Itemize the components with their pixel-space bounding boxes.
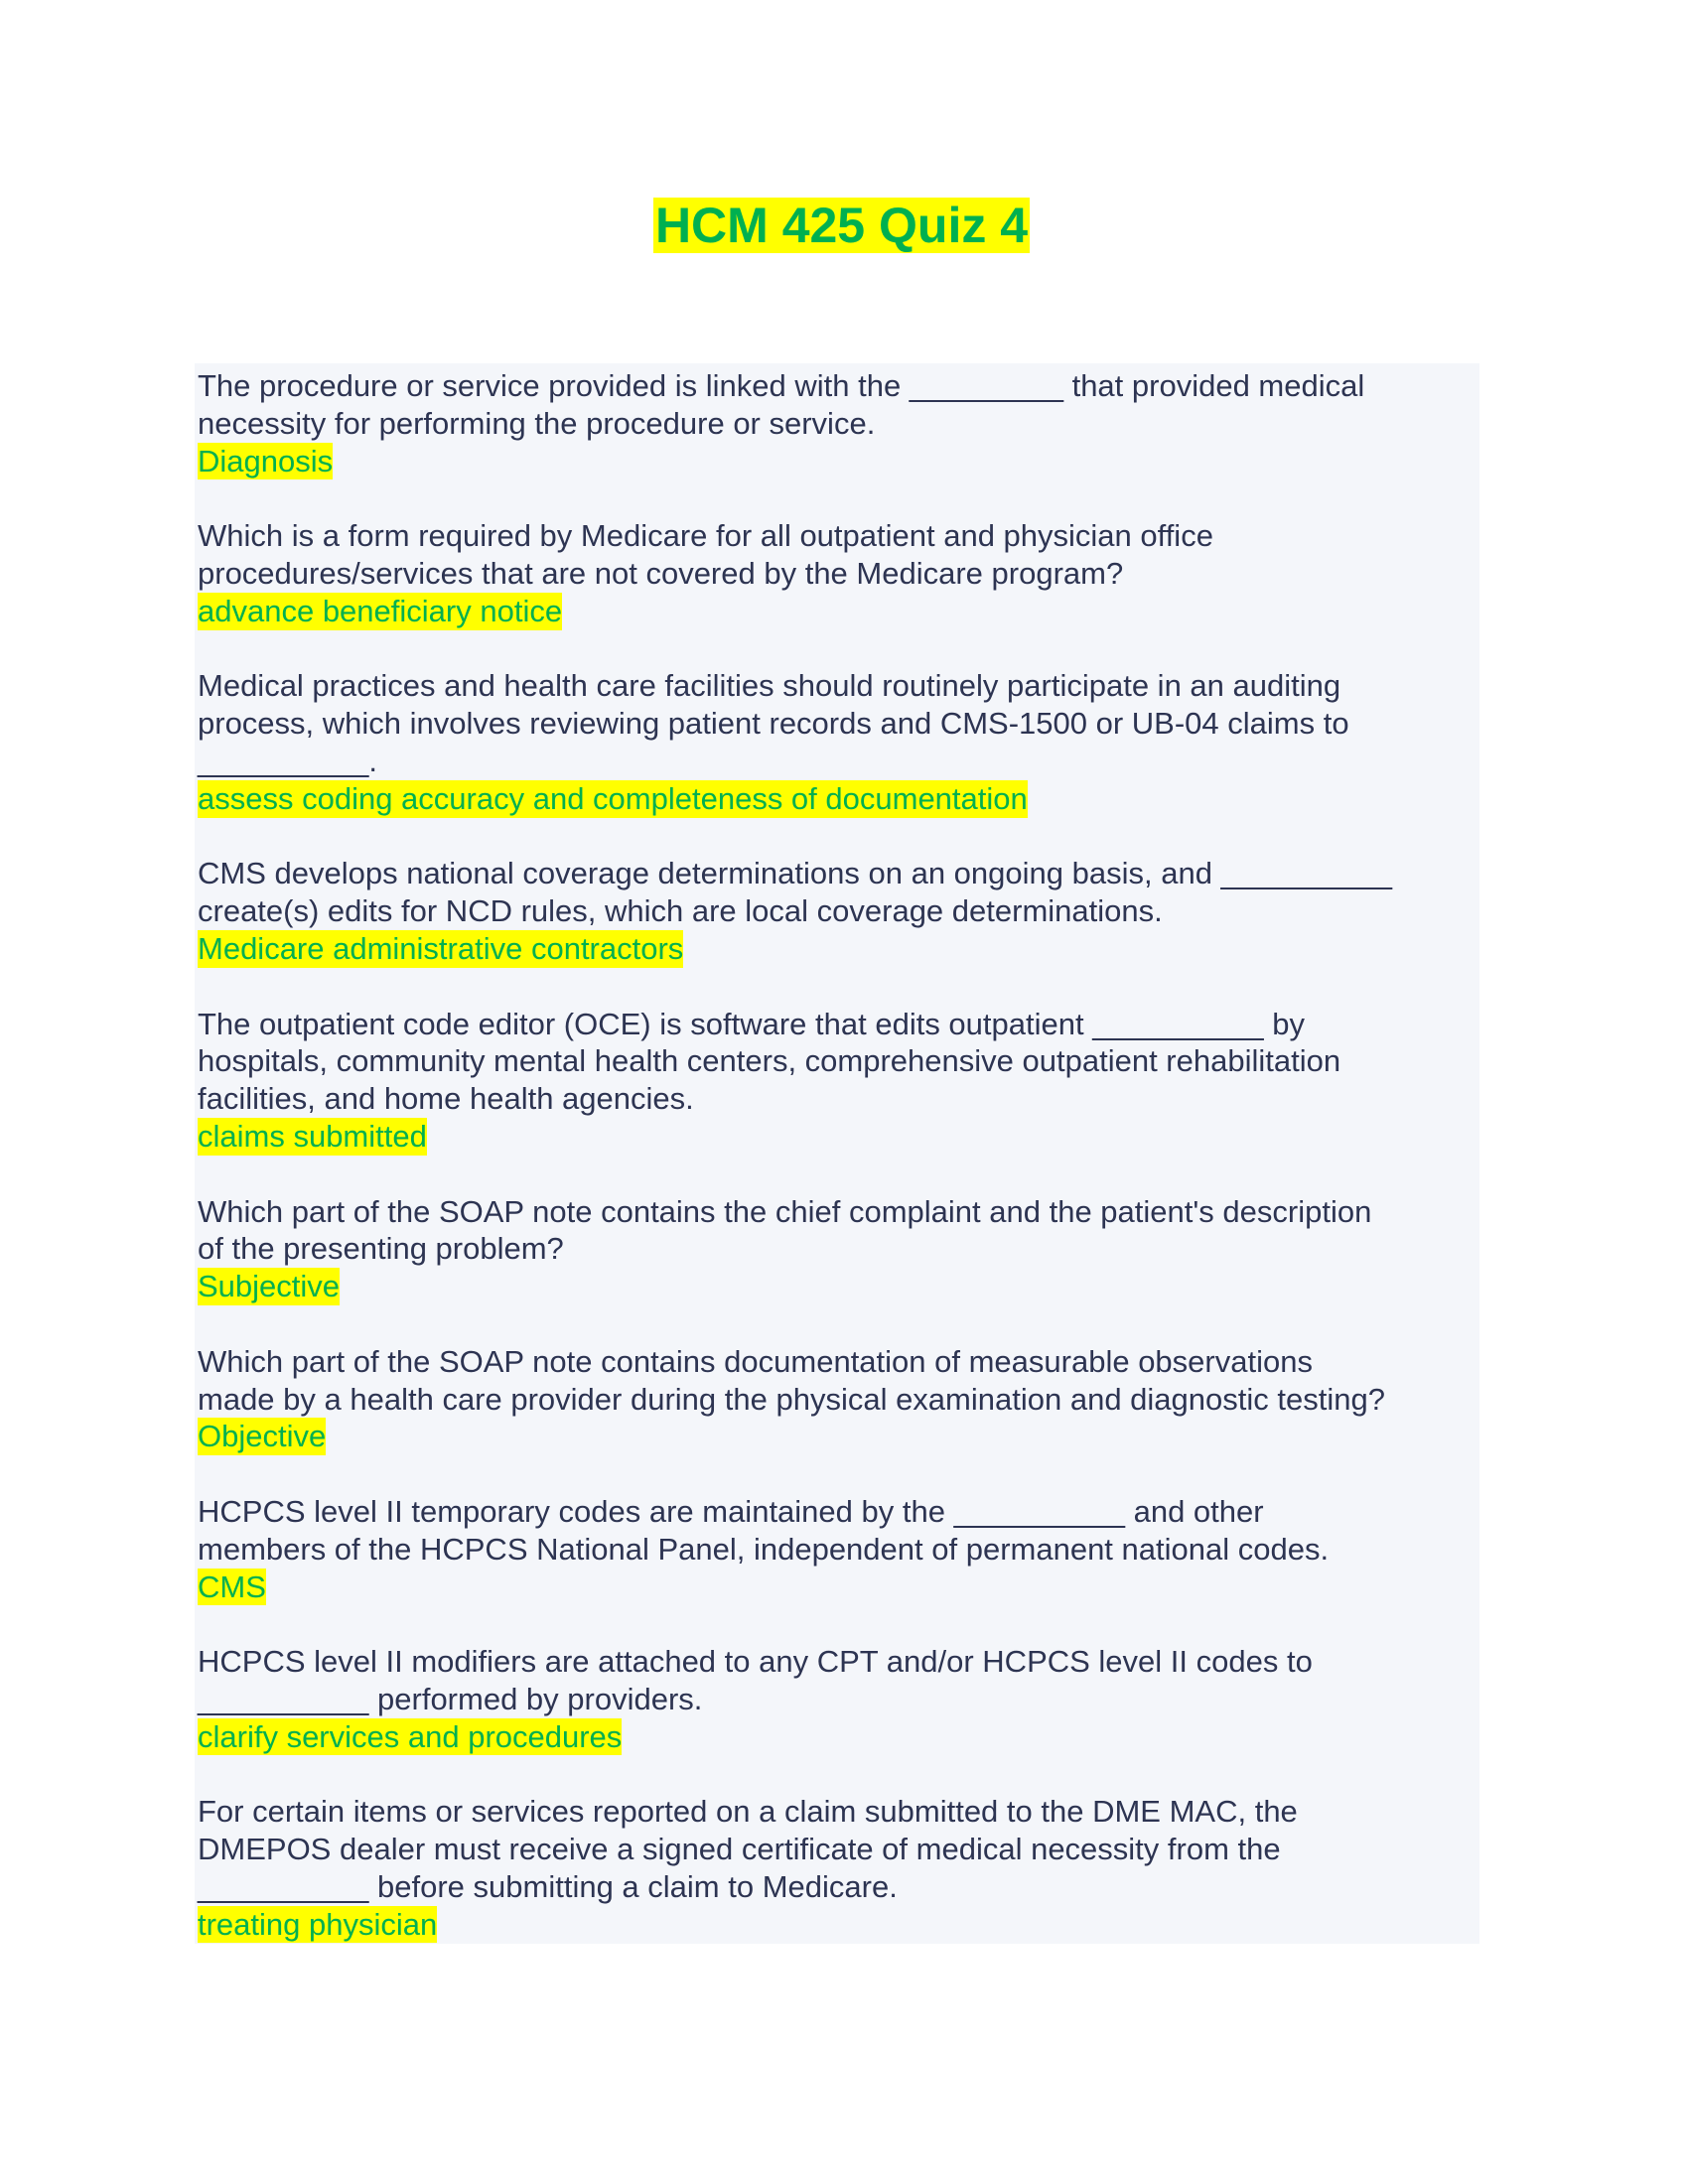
question-text: necessity for performing the procedure or service. [198,405,876,441]
question-text: HCPCS level II modifiers are attached to any CPT and/or HCPCS level II codes to [198,1644,1313,1680]
question-block [198,1493,1488,1605]
question-block [198,1343,1488,1455]
question-block [198,1006,1488,1156]
question-block [198,1793,1488,1943]
question-text: The outpatient code editor (OCE) is software that edits outpatient __________ by [198,1006,1305,1041]
question-text: hospitals, community mental health centers, comprehensive outpatient rehabilitation [198,1043,1341,1079]
question-block [198,517,1488,629]
question-text: HCPCS level II temporary codes are maintained by the __________ and other [198,1493,1264,1529]
question-text: Which is a form required by Medicare for all outpatient and physician office [198,518,1213,554]
question-text: __________ performed by providers. [198,1681,703,1716]
question-text: made by a health care provider during the physical examination and diagnostic testing? [198,1381,1385,1417]
question-block [198,667,1488,817]
question-text: process, which involves reviewing patient records and CMS-1500 or UB-04 claims to [198,706,1349,742]
question-text: facilities, and home health agencies. [198,1081,694,1117]
answer-text: Objective [198,1419,327,1454]
question-block [198,367,1488,479]
question-text: DMEPOS dealer must receive a signed certificate of medical necessity from the [198,1832,1281,1867]
page-title: HCM 425 Quiz 4 [654,198,1029,253]
answer-text: Subjective [198,1269,341,1304]
question-block [198,855,1488,967]
question-text: __________ before submitting a claim to Medicare. [198,1868,898,1904]
question-block [198,1193,1488,1305]
answer-text: claims submitted [198,1118,427,1154]
answer-text: Diagnosis [198,443,334,478]
question-text: create(s) edits for NCD rules, which are local coverage determinations. [198,893,1163,929]
question-text: Which part of the SOAP note contains documentation of measurable observations [198,1343,1313,1379]
question-text: members of the HCPCS National Panel, independent of permanent national codes. [198,1531,1330,1567]
question-text: procedures/services that are not covered by the Medicare program? [198,555,1124,591]
question-text: Medical practices and health care facilities should routinely participate in an auditing [198,668,1341,704]
answer-text: Medicare administrative contractors [198,930,684,966]
answer-text: advance beneficiary notice [198,593,563,628]
answer-text: CMS [198,1569,266,1604]
answer-text: treating physician [198,1906,438,1942]
title-wrap [0,198,1688,253]
question-text: The procedure or service provided is linked with the _________ that provided medical [198,368,1365,403]
question-text: CMS develops national coverage determinations on an ongoing basis, and __________ [198,856,1392,891]
question-block [198,1643,1488,1755]
question-text: __________. [198,743,378,778]
question-text: For certain items or services reported on a claim submitted to the DME MAC, the [198,1794,1298,1830]
answer-text: clarify services and procedures [198,1718,623,1754]
question-text: Which part of the SOAP note contains the chief complaint and the patient's description [198,1193,1372,1229]
question-list [198,367,1488,1980]
answer-text: assess coding accuracy and completeness of documentation [198,780,1028,816]
question-text: of the presenting problem? [198,1231,564,1267]
